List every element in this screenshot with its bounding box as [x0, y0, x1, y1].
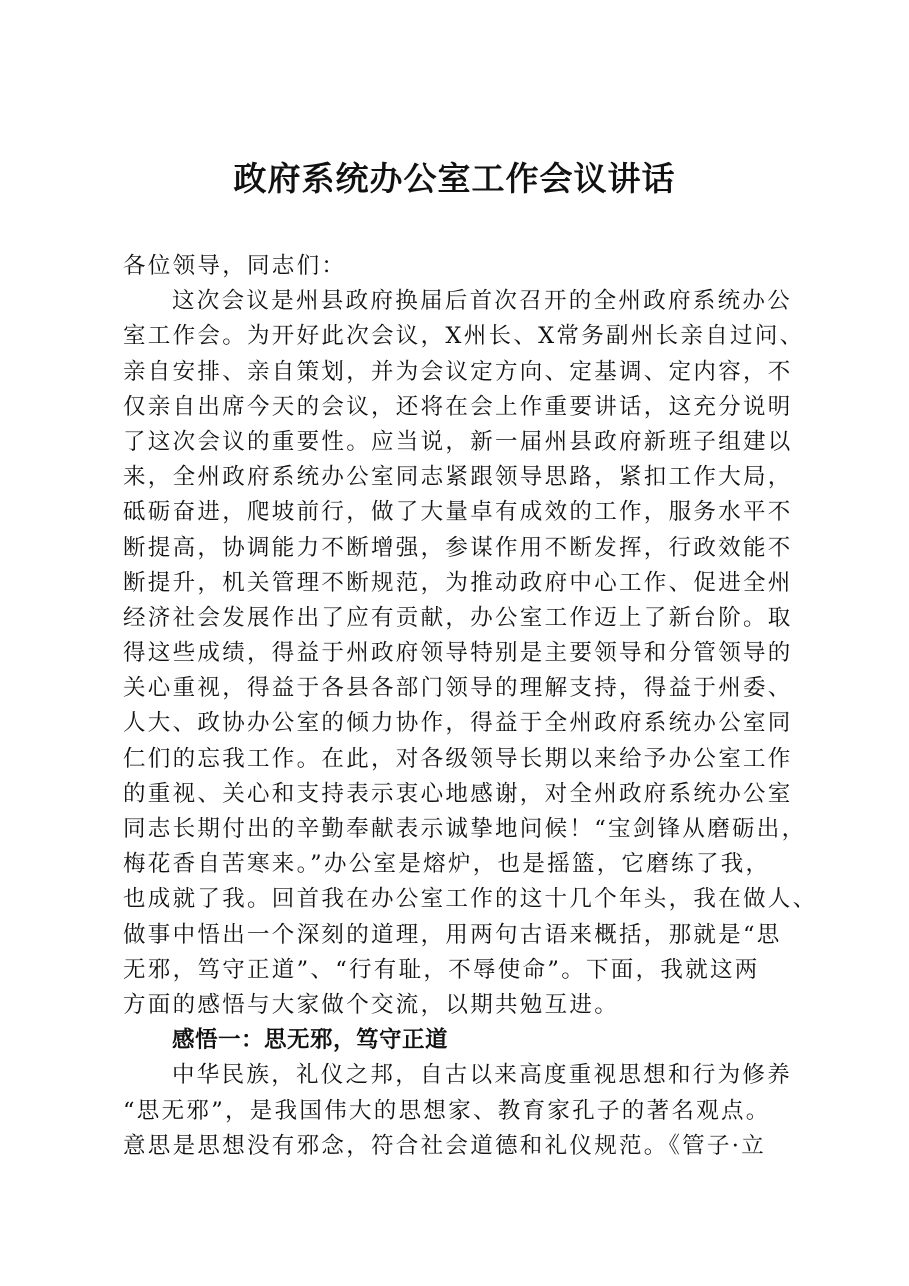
paragraph-line: 梅花香自苦寒来。”办公室是熔炉，也是摇篮，它磨练了我，	[123, 851, 771, 878]
paragraph-line: 断提高，协调能力不断增强，参谋作用不断发挥，行政效能不	[123, 534, 793, 561]
paragraph-line: 方面的感悟与大家做个交流，以期共勉互进。	[123, 991, 620, 1018]
document-title: 政府系统办公室工作会议讲话	[233, 159, 676, 198]
paragraph-line: 做事中悟出一个深刻的道理，用两句古语来概括，那就是“思	[123, 921, 782, 948]
paragraph-line: 的重视、关心和支持表示衷心地感谢，对全州政府系统办公室	[123, 780, 793, 807]
paragraph-line: 关心重视，得益于各县各部门领导的理解支持，得益于州委、	[123, 675, 793, 702]
paragraph-line: 室工作会。为开好此次会议，X州长、X常务副州长亲自过问、	[123, 323, 805, 350]
section-heading: 感悟一：思无邪，笃守正道	[172, 1027, 449, 1054]
paragraph-line: 砥砺奋进，爬坡前行，做了大量卓有成效的工作，服务水平不	[123, 499, 793, 526]
paragraph-line: 断提升，机关管理不断规范，为推动政府中心工作、促进全州	[123, 569, 793, 596]
paragraph-line: 了这次会议的重要性。应当说，新一届州县政府新班子组建以	[123, 428, 793, 455]
paragraph-line: 中华民族，礼仪之邦，自古以来高度重视思想和行为修养	[172, 1062, 793, 1089]
paragraph-line: 亲自安排、亲自策划，并为会议定方向、定基调、定内容，不	[123, 358, 793, 385]
paragraph-line: 来，全州政府系统办公室同志紧跟领导思路，紧扣工作大局，	[123, 464, 793, 491]
paragraph-line: 无邪，笃守正道”、“行有耻，不辱使命”。下面，我就这两	[123, 956, 760, 983]
salutation-line: 各位领导，同志们：	[123, 253, 347, 279]
paragraph-line: 仁们的忘我工作。在此，对各级领导长期以来给予办公室工作	[123, 745, 793, 772]
document-body	[123, 249, 818, 1164]
paragraph-line: “思无邪”，是我国伟大的思想家、教育家孔子的著名观点。	[123, 1097, 771, 1124]
paragraph-line: 仅亲自出席今天的会议，还将在会上作重要讲话，这充分说明	[123, 393, 793, 420]
paragraph-line: 同志长期付出的辛勤奉献表示诚挚地问候！“宝剑锋从磨砺出，	[123, 816, 807, 842]
paragraph-line: 意思是思想没有邪念，符合社会道德和礼仪规范。《管子·立	[123, 1132, 767, 1159]
paragraph-line: 得这些成绩，得益于州政府领导特别是主要领导和分管领导的	[123, 640, 793, 667]
paragraph-line: 也成就了我。回首我在办公室工作的这十几个年头，我在做人、	[123, 886, 818, 913]
paragraph-line: 人大、政协办公室的倾力协作，得益于全州政府系统办公室同	[123, 710, 793, 737]
paragraph-line: 经济社会发展作出了应有贡献，办公室工作迈上了新台阶。取	[123, 604, 793, 631]
paragraph-line: 这次会议是州县政府换届后首次召开的全州政府系统办公	[172, 288, 793, 315]
